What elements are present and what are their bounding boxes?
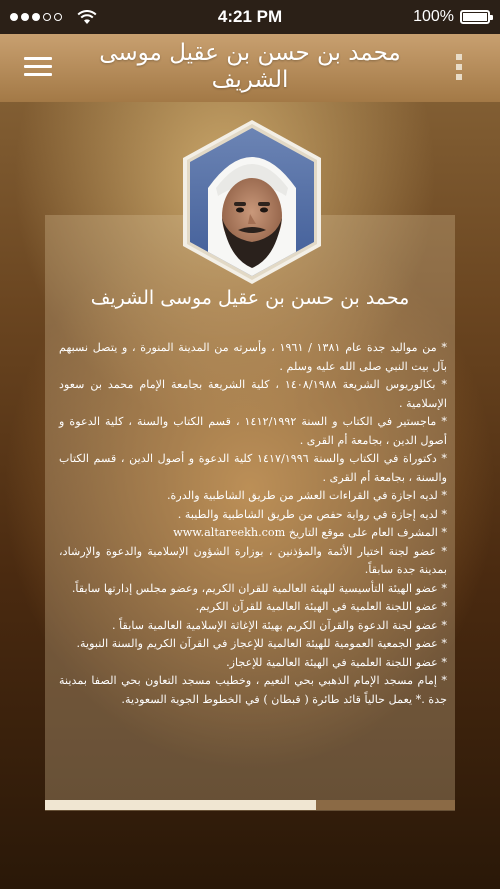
kebab-icon[interactable]: [456, 54, 464, 84]
page-title: محمد بن حسن بن عقيل موسى الشريف: [99, 40, 401, 93]
clock: 4:21 PM: [217, 7, 283, 26]
scroll-progress-bar: [45, 800, 455, 810]
profile-card: [45, 215, 455, 811]
kebab-dot: [456, 64, 462, 70]
bio-item: * إمام مسجد الإمام الذهبي بحي النعيم ، وخطيب مسجد التعاون بحي الصفا بمدينة جدة .* يعمل حالياً قائد طائرة ( قبطان ) في الخطوط الجوية السعودية.: [59, 674, 447, 706]
wifi-icon: [77, 10, 97, 25]
bio-item: * دكتوراة في الكتاب والسنة ١٤١٧/١٩٩٦ كلية الدعوة و أصول الدين ، قسم الكتاب والسنة ، بجامعة أم القرى .: [59, 452, 447, 484]
bio-item: * عضو الجمعية العمومية للهيئة العالمية للإعجاز في القرآن الكريم والسنة النبوية.: [76, 637, 447, 650]
kebab-dot: [456, 74, 462, 80]
bio-item: * عضو الهيئة التأسيسية للهيئة العالمية للقران الكريم، وعضو مجلس إدارتها سابقاً.: [71, 581, 447, 595]
signal-dot: [21, 13, 29, 21]
menu-line: [24, 73, 52, 76]
app-header: [0, 34, 500, 102]
bio-item: * من مواليد جدة عام ١٣٨١ / ١٩٦١ ، وأسرته من المدينة المنورة ، و يتصل نسبهم بآل بيت النبي صلى الله عليه وسلم .: [59, 341, 447, 373]
hamburger-icon[interactable]: [24, 57, 52, 77]
bio-item: * لديه اجازة في القراءات العشر من طريق الشاطبية والدرة.: [167, 489, 447, 502]
bio-list: [59, 339, 447, 709]
signal-dot: [43, 13, 51, 21]
menu-line: [24, 57, 52, 60]
profile-name: محمد بن حسن بن عقيل موسى الشريف: [90, 287, 410, 309]
battery-icon: [460, 10, 490, 24]
bio-item: * بكالوريوس الشريعة ١٤٠٨/١٩٨٨ ، كلية الشريعة بجامعة الإمام محمد بن سعود الإسلامية .: [59, 378, 447, 410]
signal-dot: [54, 13, 62, 21]
kebab-dot: [456, 54, 462, 60]
portrait-photo: [178, 118, 326, 286]
profile-photo-frame: [178, 118, 326, 286]
bio-item: * ماجستير في الكتاب و السنة ١٤١٢/١٩٩٢ ، قسم الكتاب والسنة ، كلية الدعوة و أصول الدين ، بجامعة أم القرى .: [59, 415, 447, 447]
battery-fill: [463, 13, 487, 21]
signal-dot: [10, 13, 18, 21]
bio-item: * عضو لجنة اختيار الأئمة والمؤذنين ، بوزارة الشؤون الإسلامية والدعوة والإرشاد، بمدينة جدة سابقاً.: [59, 544, 447, 576]
signal-strength: [0, 10, 120, 25]
bio-item: * لديه إجازة في رواية حفص من طريق الشاطبية والطيبة .: [177, 507, 447, 521]
bio-item: * المشرف العام على موقع التاريخ www.altareekh.com: [173, 526, 447, 539]
bio-item: * عضو لجنة الدعوة والقرآن الكريم بهيئة الإغاثة الإسلامية العالمية سابقاً .: [112, 618, 447, 632]
signal-dot: [32, 13, 40, 21]
bio-item: * عضو اللجنة العلمية في الهيئة العالمية للقرآن الكريم.: [195, 600, 447, 613]
battery-status: [380, 8, 500, 26]
battery-percent: 100%: [413, 8, 454, 25]
scroll-progress-fill: [45, 800, 316, 810]
bio-item: * عضو اللجنة العلمية في الهيئة العالمية للإعجاز.: [226, 655, 447, 669]
status-bar: [0, 0, 500, 34]
menu-line: [24, 65, 52, 68]
